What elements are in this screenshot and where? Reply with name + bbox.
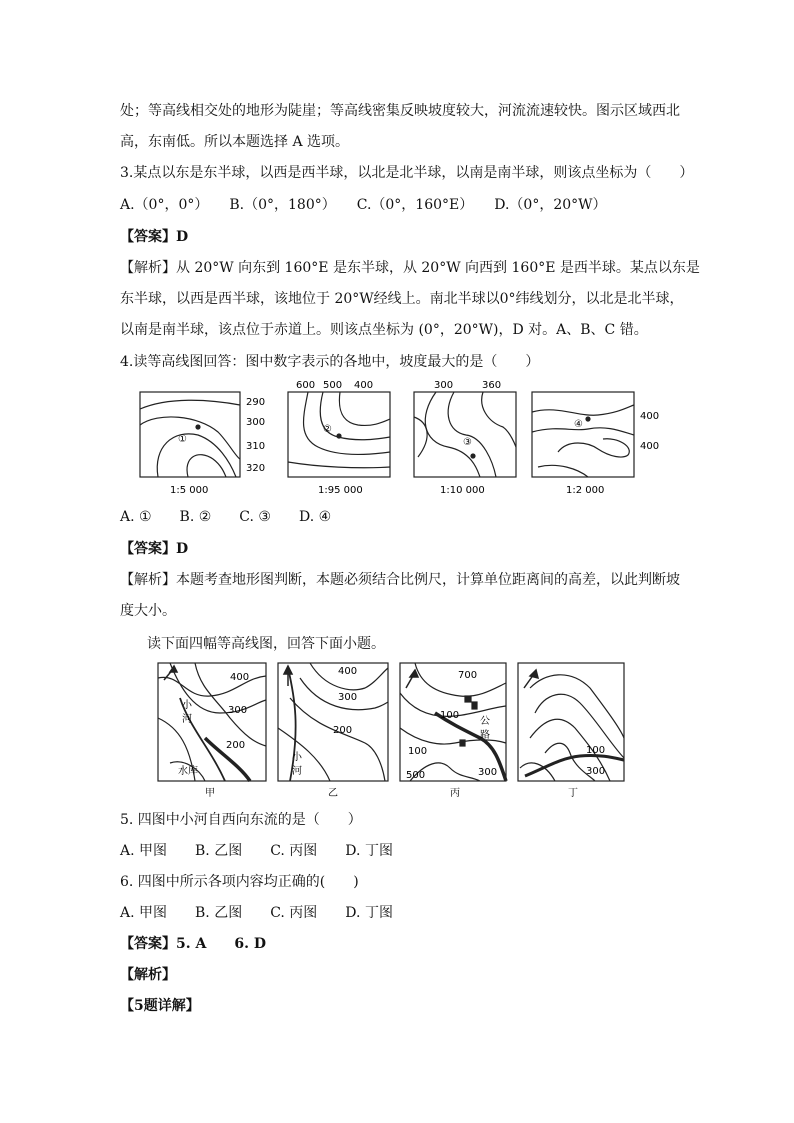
bing-caption: 丙 bbox=[450, 788, 460, 799]
contour-map-1 bbox=[140, 392, 240, 477]
question-5: 5. 四图中小河自西向东流的是（ ） bbox=[120, 812, 362, 828]
answer-4: 【答案】D bbox=[120, 541, 189, 557]
map-4-label-400-top: 400 bbox=[640, 411, 660, 422]
map-1-label-290: 290 bbox=[246, 397, 266, 408]
map-1-label-320: 320 bbox=[246, 463, 266, 474]
bing-label-300: 300 bbox=[478, 767, 498, 778]
question-4: 4.读等高线图回答：图中数字表示的各地中，坡度最大的是（ ） bbox=[120, 354, 540, 370]
contour-figure-1 bbox=[118, 377, 678, 497]
map-1-label-300: 300 bbox=[246, 417, 266, 428]
yi-label-400: 400 bbox=[338, 666, 358, 677]
map-2-label-600: 600 bbox=[296, 380, 316, 391]
question-6: 6. 四图中所示各项内容均正确的( ) bbox=[120, 874, 359, 890]
map-1-label-310: 310 bbox=[246, 441, 266, 452]
map-4-scale: 1:2 000 bbox=[566, 485, 605, 496]
bing-label-100-left: 100 bbox=[408, 746, 428, 757]
jia-caption: 甲 bbox=[205, 788, 215, 799]
question-5-options: A. 甲图 B. 乙图 C. 丙图 D. 丁图 bbox=[120, 843, 393, 859]
point-3-marker: ③ bbox=[463, 437, 472, 448]
compass-arrow-bing bbox=[406, 670, 418, 688]
bing-road-char-2: 路 bbox=[480, 730, 490, 741]
contour-map-yi bbox=[278, 663, 388, 781]
point-4-marker: ④ bbox=[574, 419, 583, 430]
yi-caption: 乙 bbox=[328, 788, 338, 799]
ding-label-100: 100 bbox=[586, 745, 606, 756]
jia-river-char-1: 小 bbox=[182, 700, 192, 711]
jia-river-char-2: 河 bbox=[182, 714, 192, 725]
point-1-marker: ① bbox=[178, 434, 187, 445]
contour-map-jia bbox=[158, 663, 266, 781]
explanation-4-line-2: 度大小。 bbox=[120, 603, 176, 619]
map-3-label-300: 300 bbox=[434, 380, 454, 391]
explanation-3-line-3: 以南是南半球，该点位于赤道上。则该点坐标为 (0°，20°W)，D 对。A、B、C 错。 bbox=[120, 322, 648, 338]
map-4-label-400-bottom: 400 bbox=[640, 441, 660, 452]
question-4-options: A. ① B. ② C. ③ D. ④ bbox=[120, 509, 332, 525]
jia-label-300: 300 bbox=[228, 705, 248, 716]
contour-map-3 bbox=[414, 392, 516, 477]
point-2-marker: ② bbox=[323, 424, 332, 435]
text-line-1: 处；等高线相交处的地形为陡崖；等高线密集反映坡度较大，河流流速较快。图示区域西北 bbox=[120, 103, 680, 119]
question-3: 3.某点以东是东半球，以西是西半球，以北是北半球，以南是南半球，则该点坐标为（ ） bbox=[120, 165, 694, 181]
answer-3: 【答案】D bbox=[120, 229, 189, 245]
explanation-3-line-1: 【解析】从 20°W 向东到 160°E 是东半球，从 20°W 向西到 160°E 是西半球。某点以东是 bbox=[120, 260, 700, 276]
contour-map-4 bbox=[532, 392, 634, 477]
map-2-label-500: 500 bbox=[323, 380, 343, 391]
jia-label-400: 400 bbox=[230, 672, 250, 683]
bing-road-char-1: 公 bbox=[480, 716, 490, 727]
map-3-label-360: 360 bbox=[482, 380, 502, 391]
jia-reservoir-label: 水库 bbox=[178, 766, 198, 777]
bing-label-700: 700 bbox=[458, 670, 478, 681]
contour-map-2 bbox=[288, 392, 390, 477]
map-3-scale: 1:10 000 bbox=[440, 485, 485, 496]
contour-map-bing bbox=[400, 663, 506, 781]
explanation-3-line-2: 东半球，以西是西半球，该地位于 20°W经线上。南北半球以0°纬线划分，以北是北半球， bbox=[120, 291, 684, 307]
contour-map-ding bbox=[518, 663, 624, 781]
explanation-4-line-1: 【解析】本题考查地形图判断，本题必须结合比例尺，计算单位距离间的高差，以此判断坡 bbox=[120, 572, 680, 588]
map-2-label-400: 400 bbox=[354, 380, 374, 391]
explanation-5-6-heading: 【解析】 bbox=[120, 967, 176, 983]
text-line-2: 高，东南低。所以本题选择 A 选项。 bbox=[120, 134, 350, 150]
question-5-detail-heading: 【5题详解】 bbox=[120, 998, 200, 1014]
bing-label-500: 500 bbox=[406, 770, 426, 781]
yi-label-200: 200 bbox=[333, 725, 353, 736]
question-3-options: A.（0°，0°） B.（0°，180°） C.（0°，160°E） D.（0°，20°W） bbox=[120, 197, 607, 213]
yi-label-300: 300 bbox=[338, 692, 358, 703]
yi-river-char-2: 河 bbox=[292, 766, 302, 777]
ding-caption: 丁 bbox=[568, 788, 578, 799]
bing-label-100-top: 100 bbox=[440, 710, 460, 721]
answer-5-6: 【答案】5. A 6. D bbox=[120, 936, 266, 952]
contour-figure-2 bbox=[150, 658, 650, 803]
jia-label-200: 200 bbox=[226, 740, 246, 751]
map-2-scale: 1:95 000 bbox=[318, 485, 363, 496]
ding-label-300: 300 bbox=[586, 766, 606, 777]
question-6-options: A. 甲图 B. 乙图 C. 丙图 D. 丁图 bbox=[120, 905, 393, 921]
compass-arrow-ding bbox=[524, 670, 538, 688]
yi-river-char-1: 小 bbox=[292, 752, 302, 763]
intro-line: 读下面四幅等高线图，回答下面小题。 bbox=[147, 636, 385, 652]
map-1-scale: 1:5 000 bbox=[170, 485, 209, 496]
